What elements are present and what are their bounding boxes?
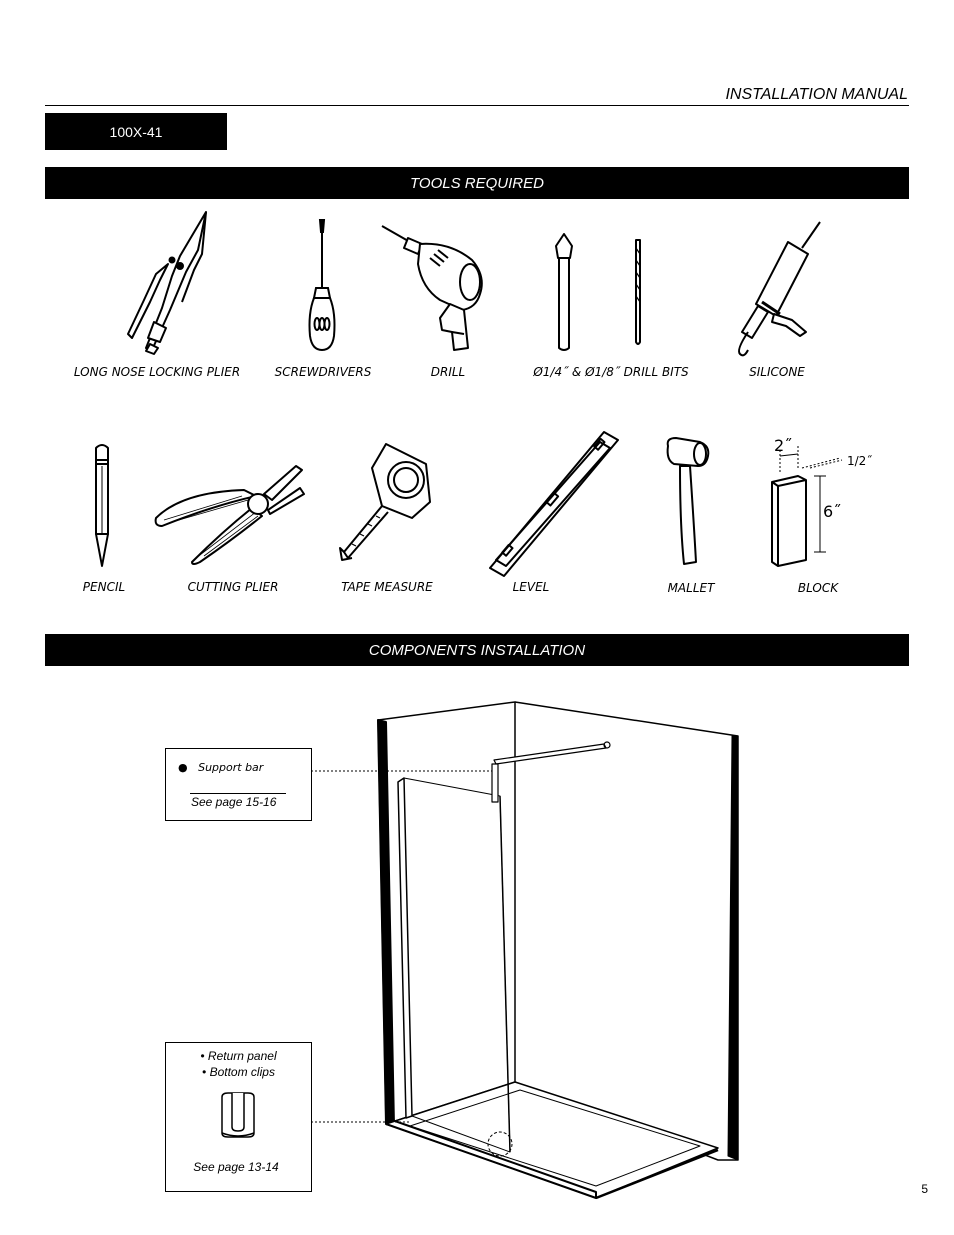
block-depth-label: 1/2˝ xyxy=(847,454,873,468)
tool-label: PENCIL xyxy=(82,580,126,594)
return-panel-page-ref: See page 13-14 xyxy=(193,1160,279,1174)
tool-label: CUTTING PLIER xyxy=(187,580,279,594)
tool-label: BLOCK xyxy=(797,581,839,595)
manual-title: INSTALLATION MANUAL xyxy=(725,86,908,103)
tool-label: TAPE MEASURE xyxy=(341,580,433,594)
block-width-label: 2˝ xyxy=(774,436,793,455)
return-panel-item: • Return panel xyxy=(200,1049,277,1063)
page-number: 5 xyxy=(921,1182,928,1196)
bottom-clips-item: • Bottom clips xyxy=(202,1065,275,1079)
block-height-label: 6˝ xyxy=(823,502,842,521)
support-bar-page-ref: See page 15-16 xyxy=(191,795,277,809)
callout-divider xyxy=(190,793,286,794)
tool-label: DRILL xyxy=(430,365,466,379)
bottom-clip-icon xyxy=(218,1091,258,1141)
tool-label: SILICONE xyxy=(749,365,805,379)
components-section-title: COMPONENTS INSTALLATION xyxy=(368,641,586,659)
support-bar-item: ● Support bar xyxy=(178,761,264,774)
model-number: 100X-41 xyxy=(109,123,163,140)
tool-label: LONG NOSE LOCKING PLIER xyxy=(73,365,241,379)
tool-label: LEVEL xyxy=(512,580,550,594)
tool-label: MALLET xyxy=(667,581,715,595)
support-bar-label: Support bar xyxy=(198,761,264,774)
support-bar-callout xyxy=(165,748,312,821)
return-panel-callout xyxy=(165,1042,312,1192)
tool-label: SCREWDRIVERS xyxy=(274,365,372,379)
tool-label: Ø1/4˝ & Ø1/8˝ DRILL BITS xyxy=(533,365,689,379)
tools-section-title: TOOLS REQUIRED xyxy=(410,174,544,192)
